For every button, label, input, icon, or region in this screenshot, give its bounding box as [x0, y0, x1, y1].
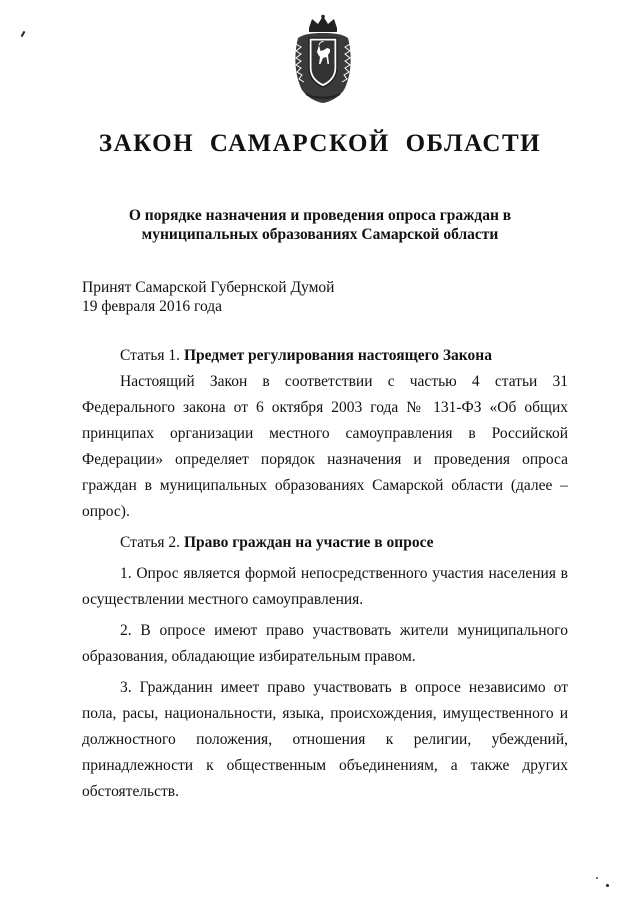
article-paragraph: 1. Опрос является формой непосредственного участия населения в осуществлении местного самоуправления.: [82, 565, 568, 608]
document-body: [82, 343, 568, 805]
article-paragraph: 2. В опросе имеют право участвовать жители муниципального образования, обладающие избирательным правом.: [82, 622, 568, 665]
article-paragraph: Настоящий Закон в соответствии с частью 4 статьи 31 Федерального закона от 6 октября 2003 года № 131-ФЗ «Об общих принципах организации местного самоуправления в Российской Федерации» определяет порядок назначения и проведения опроса граждан в муниципальных образованиях Самарской области (далее – опрос).: [82, 373, 568, 520]
article-title: Предмет регулирования настоящего Закона: [183, 347, 492, 364]
samara-coat-of-arms-icon: [292, 14, 354, 104]
article-heading: [82, 530, 568, 556]
scan-mark: [606, 884, 609, 887]
scan-mark: [596, 877, 598, 879]
scan-mark: [21, 31, 26, 37]
adoption-date: 19 февраля 2016 года: [82, 298, 223, 315]
article-number: Статья 1.: [120, 347, 181, 364]
article-paragraph: 3. Гражданин имеет право участвовать в опросе независимо от пола, расы, национальности, языка, происхождения, имущественного и должностного положения, отношения к религии, убеждений, принадлежности к общественным объединениям, а также других обстоятельств.: [82, 679, 568, 800]
document-title: ЗАКОН САМАРСКОЙ ОБЛАСТИ: [98, 130, 542, 157]
subtitle-line: муниципальных образованиях Самарской области: [141, 226, 499, 243]
article-heading: [82, 343, 568, 369]
document-subtitle: [100, 206, 540, 244]
article-number: Статья 2.: [120, 534, 181, 551]
adoption-body: Принят Самарской Губернской Думой: [82, 279, 335, 296]
adoption-info: [82, 278, 334, 316]
subtitle-line: О порядке назначения и проведения опроса граждан в: [128, 207, 512, 224]
article-title: Право граждан на участие в опросе: [183, 534, 434, 551]
